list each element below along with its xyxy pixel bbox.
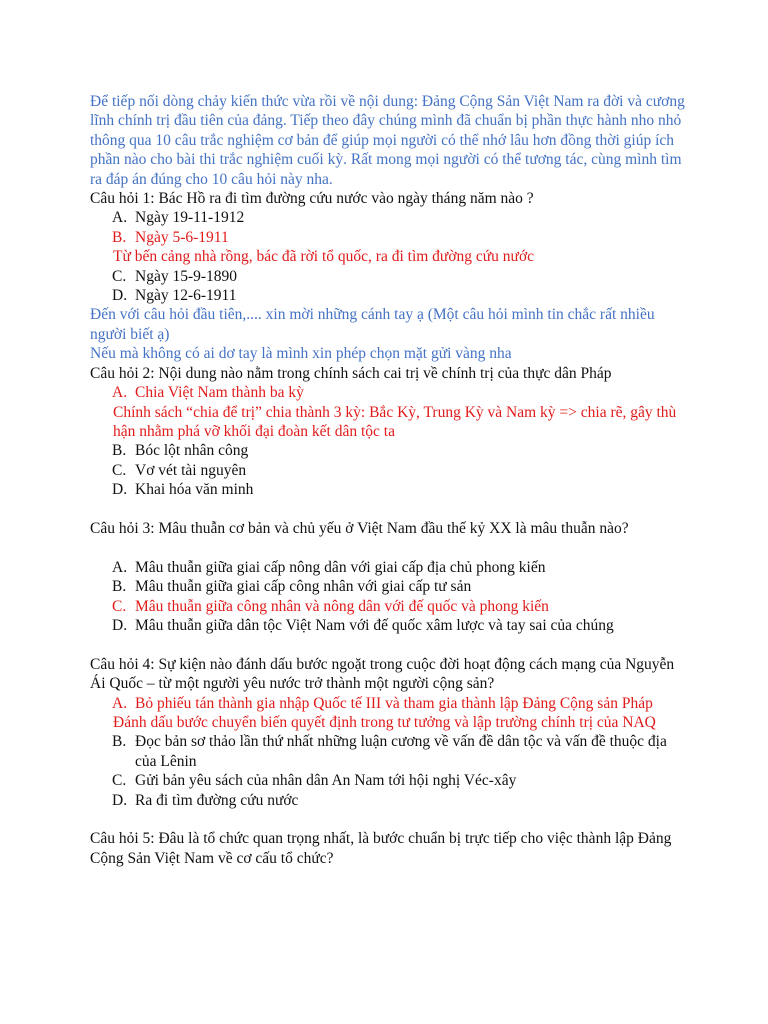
q2-explanation: Chính sách “chia để trị” chia thành 3 kỳ: Bắc Kỳ, Trung Kỳ và Nam kỳ => chia rẽ, gây thù hận nhằm phá vỡ khối đại đoàn kết dân tộc ta: [113, 403, 677, 440]
option-letter: D.: [112, 791, 128, 809]
option-text: Chia Việt Nam thành ba kỳ: [135, 384, 304, 402]
q1-note-2: Nếu mà không có ai dơ tay là mình xin phép chọn mặt gửi vàng nha: [90, 345, 512, 363]
q2-option-c: [90, 461, 690, 480]
option-text: Ra đi tìm đường cứu nước: [135, 791, 299, 809]
q1-option-c: [90, 267, 690, 286]
option-letter: C.: [112, 267, 127, 285]
q3-option-b: [90, 577, 690, 596]
option-text: Bóc lột nhân công: [135, 442, 249, 460]
document-body: [90, 92, 690, 868]
option-letter: A.: [112, 694, 128, 712]
spacer: [90, 810, 690, 829]
option-text: Ngày 19-11-1912: [135, 209, 245, 227]
option-text: Đọc bản sơ thảo lần thứ nhất những luận cương về vấn đề dân tộc và vấn đề thuộc địa của Lênin: [135, 733, 667, 770]
option-letter: C.: [112, 597, 127, 615]
option-text: Ngày 15-9-1890: [135, 267, 238, 285]
spacer: [90, 500, 690, 519]
q2-option-d: [90, 480, 690, 499]
question-3: Câu hỏi 3: Mâu thuẫn cơ bản và chủ yếu ở Việt Nam đầu thế kỷ XX là mâu thuẫn nào?: [90, 519, 629, 537]
q1-option-a: [90, 208, 690, 227]
option-text: Mâu thuẫn giữa công nhân và nông dân với đế quốc và phong kiến: [135, 597, 549, 615]
option-letter: B.: [112, 228, 127, 246]
option-text: Mâu thuẫn giữa dân tộc Việt Nam với đế quốc xâm lược và tay sai của chúng: [135, 616, 614, 634]
q4-explanation: Đánh dấu bước chuyển biến quyết định trong tư tưởng và lập trường chính trị của NAQ: [113, 713, 656, 731]
option-letter: B.: [112, 442, 127, 460]
q1-explanation: Từ bến cảng nhà rồng, bác đã rời tổ quốc, ra đi tìm đường cứu nước: [113, 248, 535, 266]
q2-option-a-correct: [90, 383, 690, 402]
spacer: [90, 538, 690, 557]
q1-note-1: Đến với câu hỏi đầu tiên,.... xin mời những cánh tay ạ (Một câu hỏi mình tin chắc rất nhiều người biết ạ): [90, 306, 655, 343]
option-text: Mâu thuẫn giữa giai cấp công nhân với giai cấp tư sản: [135, 578, 472, 596]
option-text: Mâu thuẫn giữa giai cấp nông dân với giai cấp địa chủ phong kiến: [135, 558, 546, 576]
q4-option-b: [90, 732, 690, 771]
option-letter: D.: [112, 616, 128, 634]
option-letter: A.: [112, 209, 128, 227]
option-letter: A.: [112, 384, 128, 402]
option-letter: B.: [112, 578, 127, 596]
option-text: Ngày 12-6-1911: [135, 287, 237, 305]
question-2: Câu hỏi 2: Nội dung nào nằm trong chính sách cai trị về chính trị của thực dân Pháp: [90, 364, 612, 382]
option-text: Khai hóa văn minh: [135, 481, 254, 499]
option-text: Bỏ phiếu tán thành gia nhập Quốc tế III và tham gia thành lập Đảng Cộng sản Pháp: [135, 694, 653, 712]
q2-option-b: [90, 441, 690, 460]
option-letter: B.: [112, 733, 127, 751]
q1-option-b-correct: [90, 228, 690, 247]
question-1: Câu hỏi 1: Bác Hồ ra đi tìm đường cứu nước vào ngày tháng năm nào ?: [90, 190, 534, 208]
q4-option-d: [90, 791, 690, 810]
option-text: Gửi bản yêu sách của nhân dân An Nam tới hội nghị Véc-xây: [135, 772, 517, 790]
option-letter: A.: [112, 558, 128, 576]
question-4: Câu hỏi 4: Sự kiện nào đánh dấu bước ngoặt trong cuộc đời hoạt động cách mạng của Nguyễn Ái Quốc – từ một người yêu nước trở thành một người cộng sản?: [90, 655, 675, 693]
intro-paragraph: Để tiếp nối dòng chảy kiến thức vừa rồi về nội dung: Đảng Cộng Sản Việt Nam ra đời và cương lĩnh chính trị đầu tiên của đảng. Tiếp theo đây chúng mình đã chuẩn bị phần thực hành nho nhỏ thông qua 10 câu trắc nghiệm cơ bản để giúp mọi người có thể nhớ lâu hơn đồng thời giúp ích phần nào cho bài thi trắc nghiệm cuối kỳ. Rất mong mọi người có thể tương tác, cùng mình tìm ra đáp án đúng cho 10 câu hỏi này nha.: [90, 93, 685, 188]
option-text: Ngày 5-6-1911: [135, 228, 229, 246]
q3-option-d: [90, 616, 690, 635]
option-letter: D.: [112, 287, 128, 305]
option-text: Vơ vét tài nguyên: [135, 461, 247, 479]
q3-option-c-correct: [90, 597, 690, 616]
option-letter: D.: [112, 481, 128, 499]
option-letter: C.: [112, 461, 127, 479]
q4-option-c: [90, 771, 690, 790]
q3-option-a: [90, 558, 690, 577]
q4-option-a-correct: [90, 694, 690, 713]
spacer: [90, 635, 690, 654]
q1-option-d: [90, 286, 690, 305]
question-5: Câu hỏi 5: Đâu là tổ chức quan trọng nhất, là bước chuẩn bị trực tiếp cho việc thành lập Đảng Cộng Sản Việt Nam về cơ cấu tổ chức?: [90, 830, 672, 867]
option-letter: C.: [112, 772, 127, 790]
